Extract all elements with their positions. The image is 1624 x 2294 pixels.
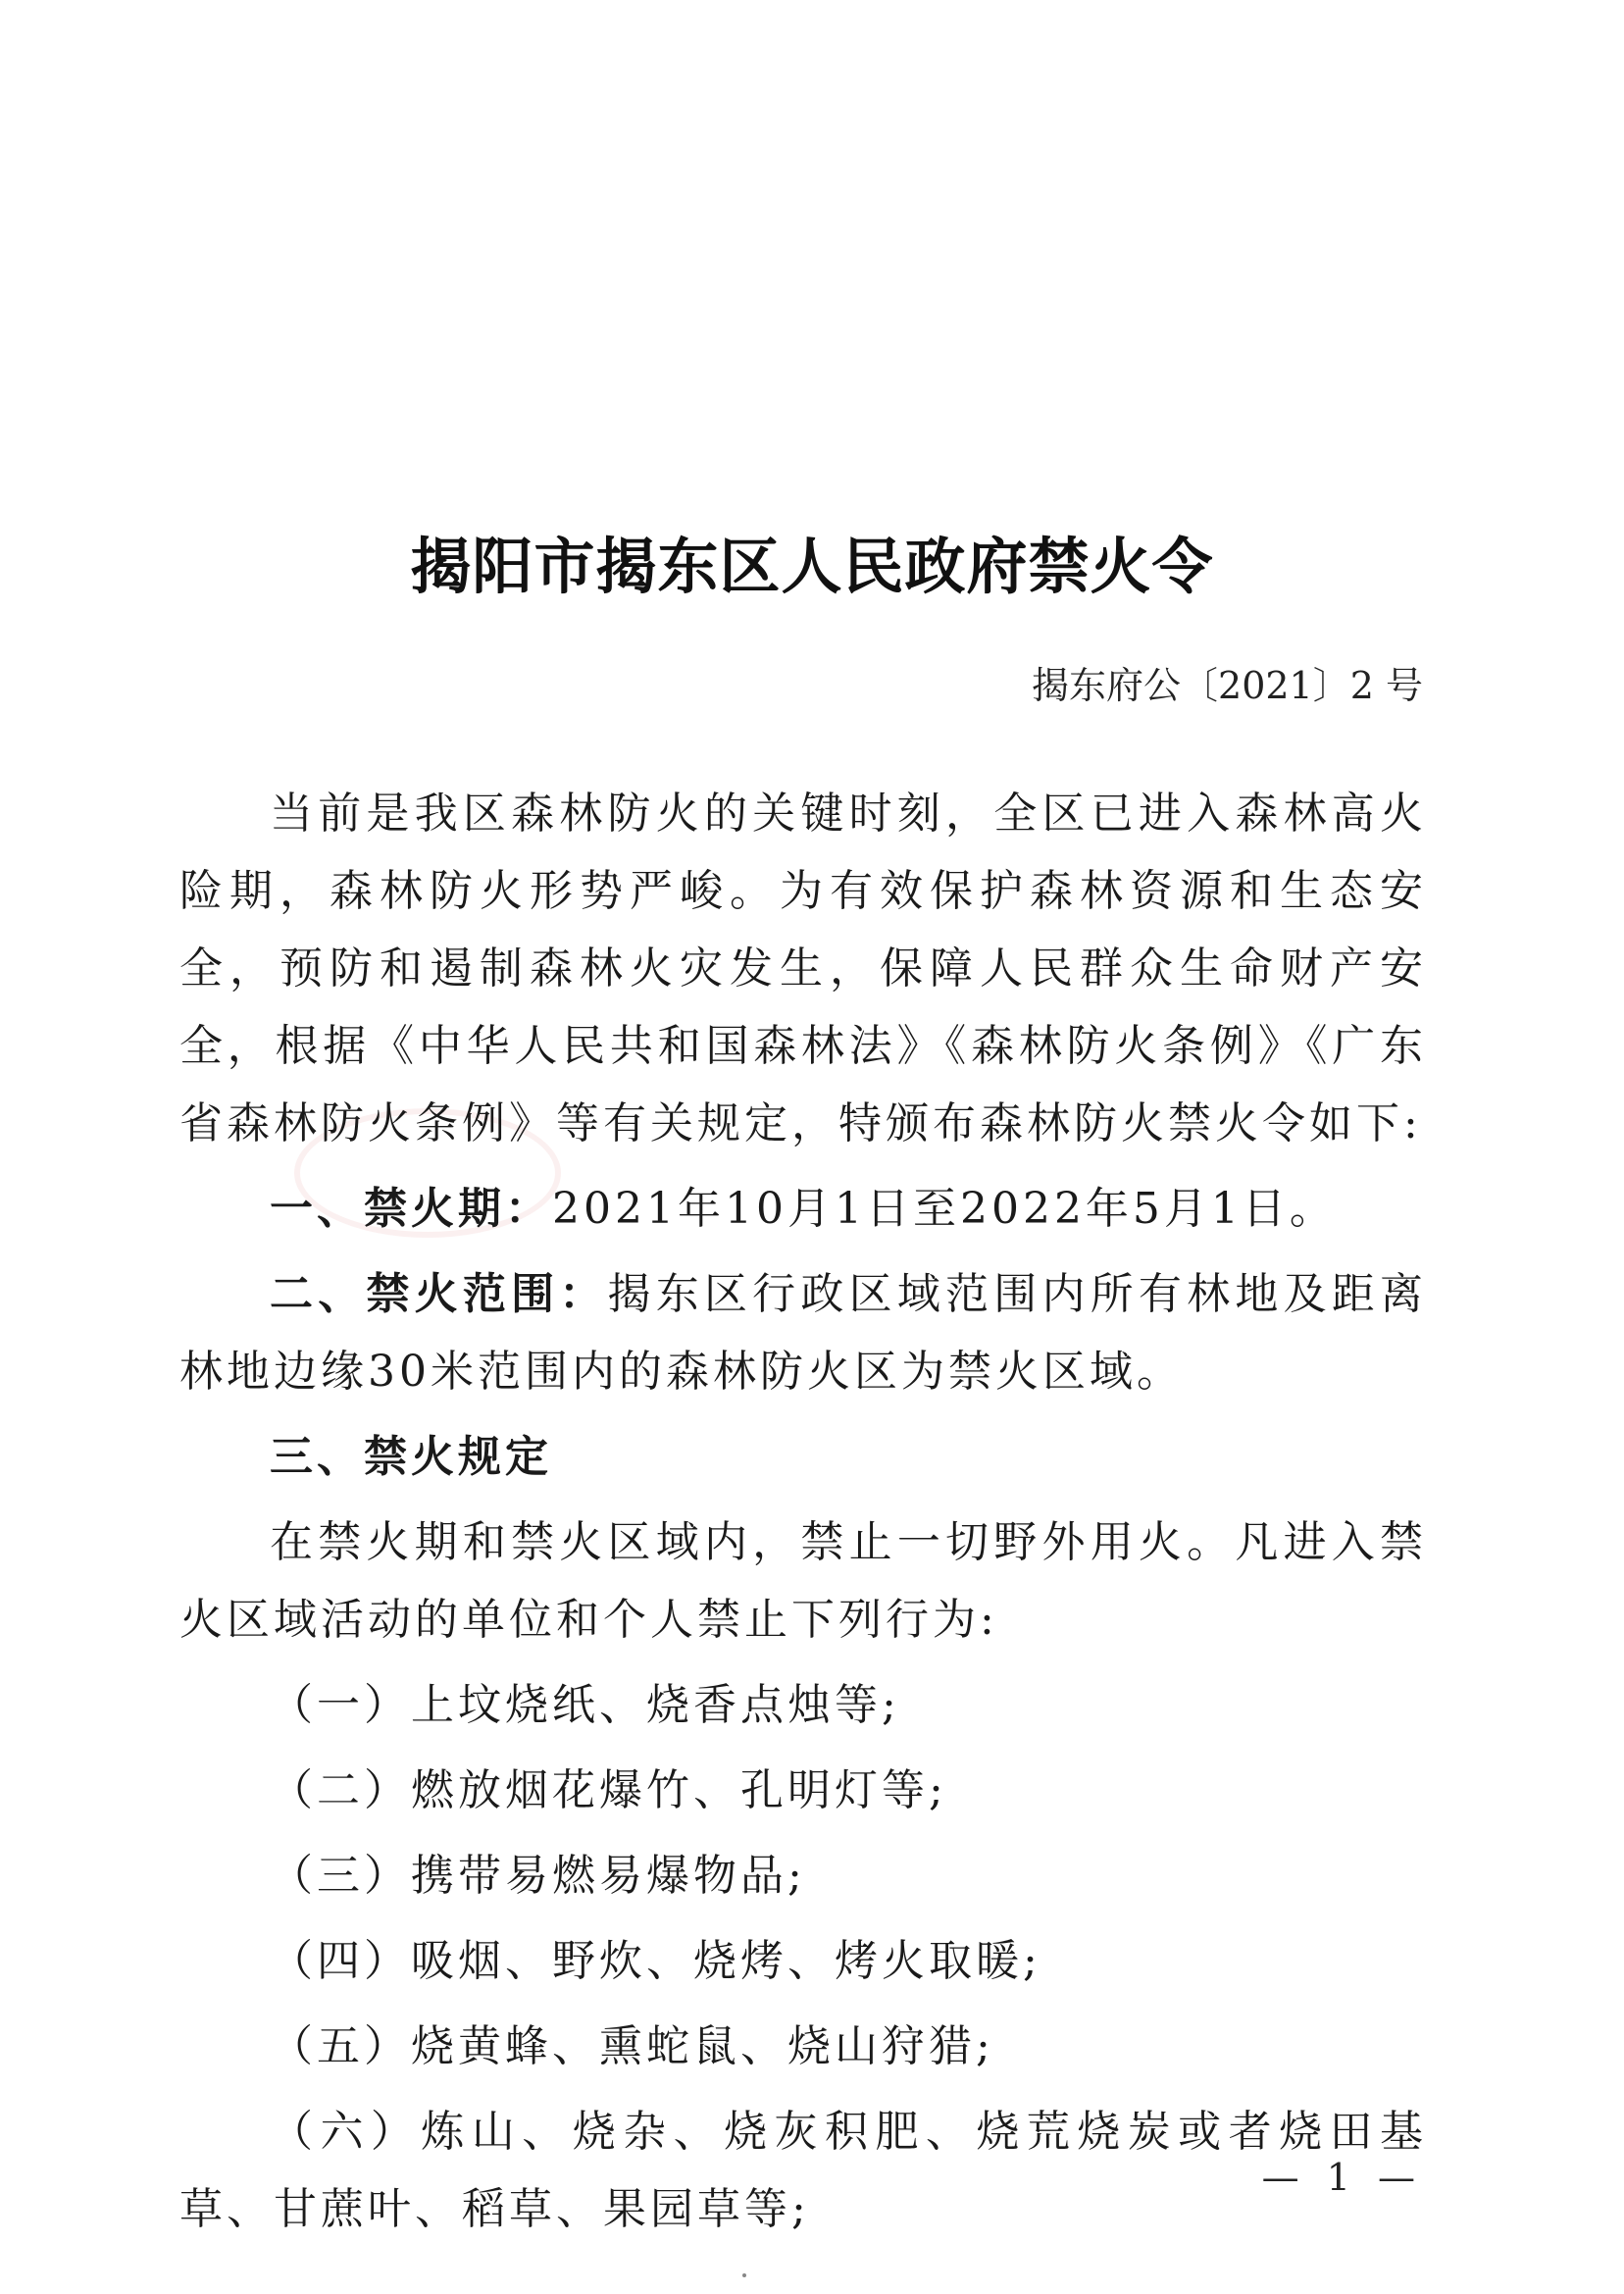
document-body <box>179 775 1427 2256</box>
section-2-text: 揭东区行政区域范围内所有林地及距离林地边缘30米范围内的森林防火区为禁火区域。 <box>179 1269 1428 1397</box>
scan-speck <box>742 2273 746 2277</box>
section-2 <box>179 1255 1427 1410</box>
section-1-text: 2021年10月1日至2022年5月1日。 <box>552 1184 1337 1234</box>
intro-paragraph: 当前是我区森林防火的关键时刻，全区已进入森林高火险期，森林防火形势严峻。为有效保护森林资源和生态安全，预防和遏制森林火灾发生，保障人民群众生命财产安全，根据《中华人民共和国森林法》《森林防火条例》《广东省森林防火条例》等有关规定，特颁布森林防火禁火令如下: <box>179 789 1427 1148</box>
document-title: 揭阳市揭东区人民政府禁火令 <box>410 531 1214 602</box>
rule-item: （六）炼山、烧杂、烧灰积肥、烧荒烧炭或者烧田基草、甘蔗叶、稻草、果园草等; <box>179 2107 1427 2234</box>
rule-item: （三）携带易燃易爆物品; <box>270 1851 806 1901</box>
rule-item: （五）烧黄蜂、熏蛇鼠、烧山狩猎; <box>270 2021 994 2071</box>
document-number: 揭东府公〔2021〕2 号 <box>1032 664 1423 707</box>
section-1 <box>179 1170 1427 1248</box>
section-3-heading: 三、禁火规定 <box>270 1432 552 1482</box>
section-1-heading: 一、禁火期： <box>270 1184 552 1234</box>
rule-item: （一）上坟烧纸、烧香点烛等; <box>270 1680 900 1730</box>
rule-item: （四）吸烟、野炊、烧烤、烤火取暖; <box>270 1936 1041 1986</box>
section-3-intro: 在禁火期和禁火区域内，禁止一切野外用火。凡进入禁火区域活动的单位和个人禁止下列行为: <box>179 1517 1427 1645</box>
rule-item: （二）燃放烟花爆竹、孔明灯等; <box>270 1765 947 1815</box>
section-2-heading: 二、禁火范围： <box>270 1269 608 1319</box>
page-number: — 1 — <box>1261 2156 1423 2199</box>
